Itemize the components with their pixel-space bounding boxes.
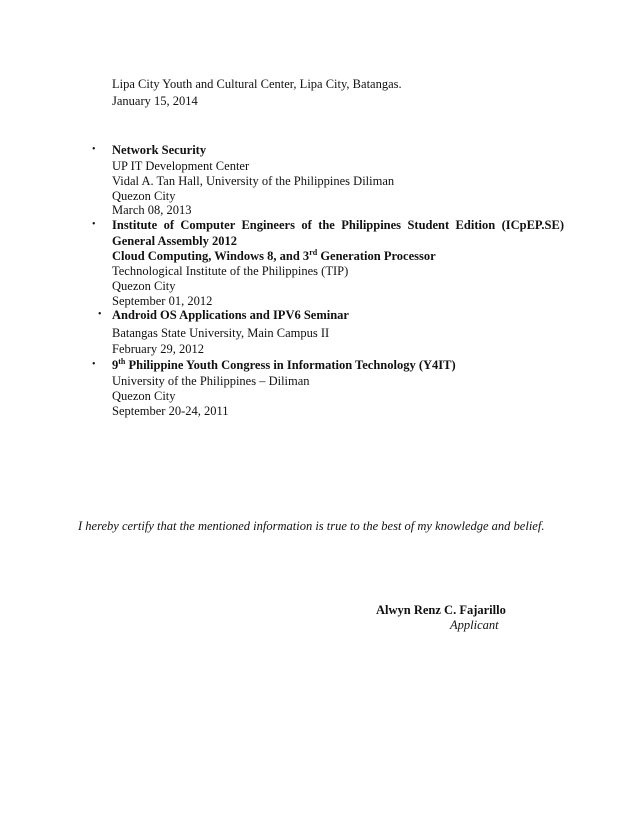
- applicant-name: Alwyn Renz C. Fajarillo: [376, 603, 506, 617]
- seminar-detail: Quezon City: [112, 189, 176, 203]
- seminar-detail: University of the Philippines – Diliman: [112, 374, 310, 388]
- bullet-icon: •: [92, 359, 96, 370]
- top-entry-venue: Lipa City Youth and Cultural Center, Lipa City, Batangas.: [112, 77, 402, 91]
- seminar-android-title: Android OS Applications and IPV6 Seminar: [112, 308, 349, 322]
- top-entry-date: January 15, 2014: [112, 94, 198, 108]
- seminar-detail: UP IT Development Center: [112, 159, 250, 173]
- seminar-detail: Technological Institute of the Philippines (TIP): [112, 264, 349, 278]
- bullet-icon: •: [92, 219, 96, 230]
- applicant-role: Applicant: [450, 618, 499, 632]
- seminar-detail: September 20-24, 2011: [112, 404, 229, 418]
- bullet-icon: •: [92, 144, 96, 155]
- seminar-icpep-subtitle: Cloud Computing, Windows 8, and 3rd Generation Processor: [112, 247, 436, 263]
- seminar-detail: Vidal A. Tan Hall, University of the Philippines Diliman: [112, 174, 395, 188]
- seminar-detail: September 01, 2012: [112, 294, 213, 308]
- certification-statement: I hereby certify that the mentioned information is true to the best of my knowledge and belief.: [78, 519, 545, 533]
- seminar-icpep-title-line1: Institute of Computer Engineers of the Philippines Student Edition (ICpEP.SE): [112, 218, 564, 232]
- seminar-network-security-title: Network Security: [112, 143, 207, 157]
- seminar-icpep-title-line2: General Assembly 2012: [112, 234, 237, 248]
- seminar-y4it-title: 9th Philippine Youth Congress in Information Technology (Y4IT): [112, 356, 456, 372]
- seminar-detail: Batangas State University, Main Campus II: [112, 326, 330, 340]
- seminar-detail: March 08, 2013: [112, 203, 192, 217]
- seminar-detail: Quezon City: [112, 389, 176, 403]
- seminar-detail: February 29, 2012: [112, 342, 204, 356]
- bullet-icon: •: [98, 309, 102, 320]
- seminar-detail: Quezon City: [112, 279, 176, 293]
